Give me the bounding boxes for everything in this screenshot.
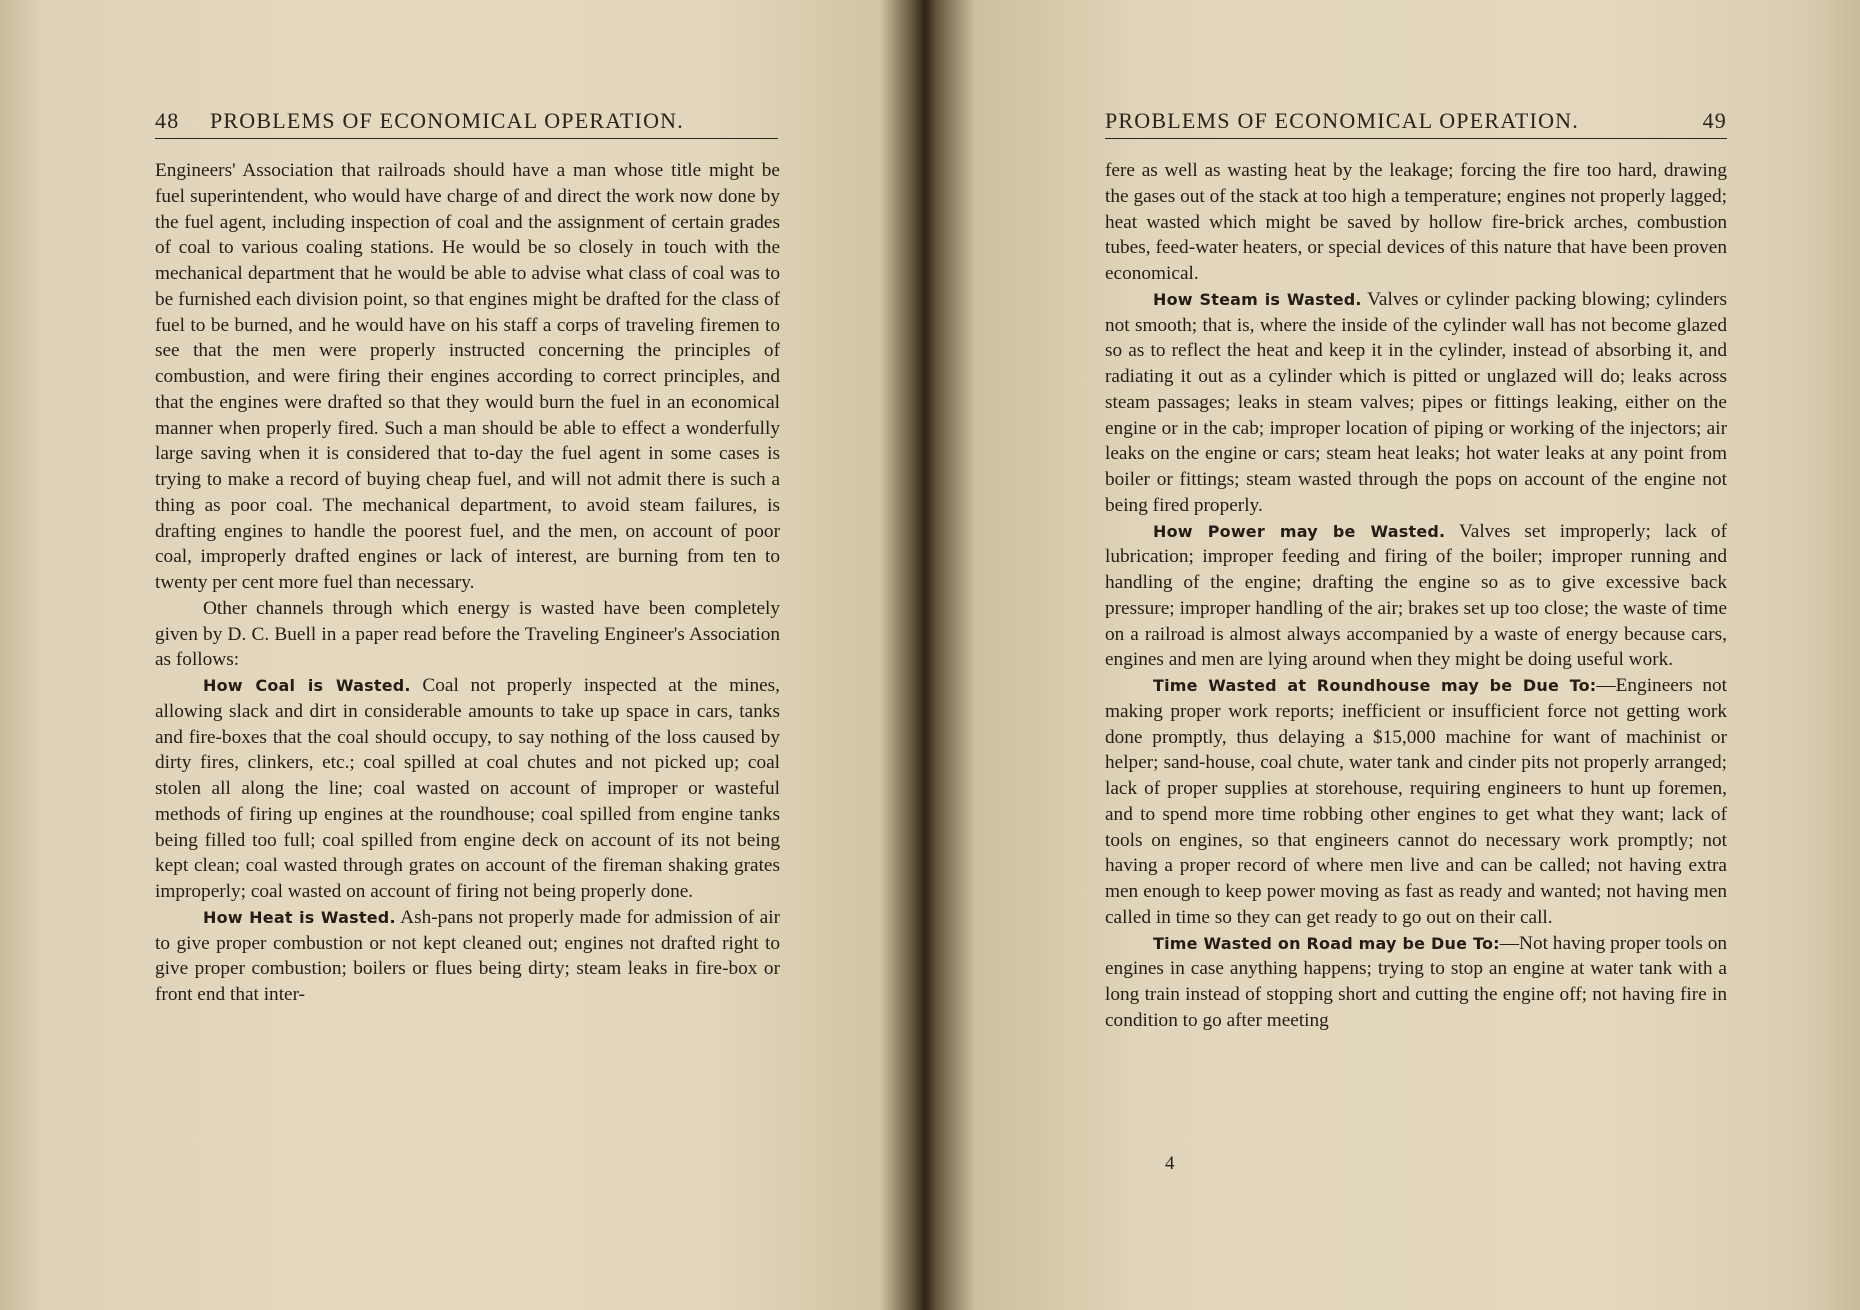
section-text: Valves set improperly; lack of lubrication; improper feeding and firing of the boiler; improper running and handling of the engine; drafting the engine so as to give excessive back pressure; improper handling of the air; brakes set up too close; the waste of time on a railroad is almost always accompanied by a waste of energy because cars, engines and men are lying around when they might be doing useful work. [1105,520,1727,671]
section-heading-heat: How Heat is Wasted. [203,907,396,927]
section-text: Valves or cylinder packing blowing; cylinders not smooth; that is, where the inside of the cylinder wall has not become glazed so as to reflect the heat and keep it in the cylinder, instead of absorbing it, and radiating it out as a cylinder which is pitted or unglazed will do; leaks across steam passages; leaks in steam valves; pipes or fittings leaking, either on the engine or in the cab; improper location of piping or working of the injectors; air leaks on the engine or cars; steam heat leaks; hot water leaks at any point from boiler or fittings; steam wasted through the pops on account of the engine not being fired properly. [1105,288,1727,516]
paragraph: Engineers' Association that railroads should have a man whose title might be fuel superintendent, who would have charge of and direct the work now done by the fuel agent, including inspection of coal and the assignment of certain grades of coal to various coaling stations. He would be so closely in touch with the mechanical department that he would be able to advise what class of coal was to be furnished each division point, so that engines might be drafted for the class of fuel to be burned, and he would have on his staff a corps of traveling firemen to see that the men were properly instructed concerning the principles of combustion, and were firing their engines according to correct principles, and that the engines were drafted so that they would burn the fuel in an economical manner when properly fired. Such a man should be able to effect a wonderfully large saving when it is considered that to-day the fuel agent in some cases is trying to make a record of buying cheap fuel, and will not admit there is such a thing as poor coal. The mechanical department, to avoid steam failures, is drafting engines to handle the poorest fuel, and the men, on account of poor coal, improperly drafted engines or lack of interest, are burning from ten to twenty per cent more fuel than necessary. [155,160,780,593]
section-text: —Not having proper tools on engines in case anything happens; trying to stop an engine at water tank with a long train instead of stopping short and cutting the engine off; not having fire in condition to go after meeting [1105,932,1727,1031]
road-section [1105,931,1727,1034]
right-page-header [1105,108,1727,139]
section-heading-road: Time Wasted on Road may be Due To: [1153,933,1500,953]
section-text: Ash-pans not properly made for admission of air to give proper combustion or not kept cleaned out; engines not drafted right to give proper combustion; boilers or flues being dirty; steam leaks in fire-box or front end that inter- [155,906,780,1005]
paragraph: Other channels through which energy is wasted have been completely given by D. C. Buell in a paper read before the Traveling Engineer's Association as follows: [155,597,780,671]
heat-section [155,905,780,1008]
section-text: Coal not properly inspected at the mines, allowing slack and dirt in considerable amounts to take up space in cars, tanks and fire-boxes that the coal should occupy, to say nothing of the loss caused by dirty fires, clinkers, etc.; coal spilled at coal chutes and not picked up; coal stolen all along the line; coal wasted on account of improper or wasteful methods of firing up engines at the roundhouse; coal spilled from engine tanks being filled too full; coal spilled from engine deck on account of its not being kept clean; coal wasted through grates on account of the fireman shaking grates improperly; coal wasted on account of firing not being properly done. [155,675,780,902]
coal-section [155,673,780,905]
section-heading-steam: How Steam is Wasted. [1153,289,1362,309]
section-text: —Engineers not making proper work reports; inefficient or insufficient force not getting work done promptly, thus delaying a $15,000 machine for want of machinist or helper; sand-house, coal chute, water tank and cinder pits not properly arranged; lack of proper supplies at storehouse, requiring engineers to hunt up foremen, and to spend more time robbing other engines to get what they want; lack of tools on engines, so that engineers cannot do necessary work promptly; not having a proper record of where men live and can be called; not having extra men enough to keep power moving as fast as ready and wanted; not having men called in time so they can get ready to go out on their call. [1105,675,1727,928]
steam-section [1105,287,1727,519]
paragraph: fere as well as wasting heat by the leakage; forcing the fire too hard, drawing the gases out of the stack at too high a temperature; engines not properly lagged; heat wasted which might be saved by hollow fire-brick arches, combustion tubes, feed-water heaters, or special devices of this nature that have been proven economical. [1105,160,1727,284]
power-section [1105,519,1727,674]
section-heading-coal: How Coal is Wasted. [203,676,411,695]
right-page [940,0,1860,1310]
signature-mark: 4 [1165,1153,1175,1174]
section-heading-power: How Power may be Wasted. [1153,521,1446,541]
left-page-number: 48 [155,108,180,133]
roundhouse-section [1105,673,1727,931]
left-page-body [155,158,780,1008]
left-page [0,0,920,1310]
left-running-head: PROBLEMS OF ECONOMICAL OPERATION. [210,108,684,133]
right-running-head: PROBLEMS OF ECONOMICAL OPERATION. [1105,108,1579,133]
right-page-number: 49 [1702,108,1727,133]
section-heading-roundhouse: Time Wasted at Roundhouse may be Due To: [1153,676,1597,695]
left-page-header [155,108,778,139]
right-page-body [1105,158,1727,1034]
